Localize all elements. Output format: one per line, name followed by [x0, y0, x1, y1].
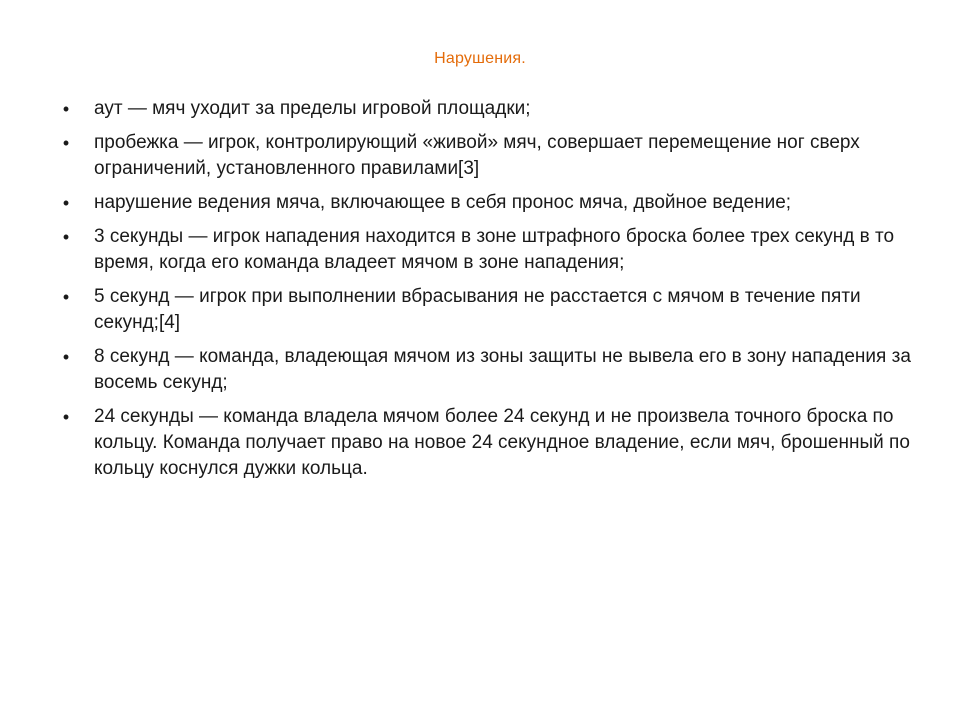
bullet-icon: •	[62, 287, 70, 307]
list-item	[56, 130, 916, 182]
bullet-icon: •	[62, 227, 70, 247]
list-item-text: 3 секунды — игрок нападения находится в зоне штрафного броска более трех секунд в то время, когда его команда владеет мячом в зоне нападения;	[94, 226, 895, 273]
bullet-icon: •	[62, 193, 70, 213]
list-item-text: нарушение ведения мяча, включающее в себя пронос мяча, двойное ведение;	[94, 192, 792, 213]
bullet-icon: •	[62, 99, 70, 119]
bullet-icon: •	[62, 407, 70, 427]
bullet-icon: •	[62, 347, 70, 367]
slide-title: Нарушения.	[434, 50, 526, 67]
list-item	[56, 404, 916, 482]
bullet-icon: •	[62, 133, 70, 153]
list-item	[56, 344, 916, 396]
list-item	[56, 224, 916, 276]
list-item	[56, 190, 916, 216]
list-item-text: 24 секунды — команда владела мячом более 24 секунд и не произвела точного броска по кольцу. Команда получает право на новое 24 секундное владение, если мяч, брошенный по кольцу коснулся дужки кольца.	[94, 406, 910, 479]
list-item	[56, 284, 916, 336]
list-item	[56, 96, 916, 122]
list-item-text: 5 секунд — игрок при выполнении вбрасывания не расстается с мячом в течение пяти секунд;[4]	[94, 286, 861, 333]
list-item-text: пробежка — игрок, контролирующий «живой» мяч, совершает перемещение ног сверх ограничений, установленного правилами[3]	[94, 132, 860, 179]
list-item-text: аут — мяч уходит за пределы игровой площадки;	[94, 98, 531, 119]
bullet-list	[56, 96, 916, 490]
list-item-text: 8 секунд — команда, владеющая мячом из зоны защиты не вывела его в зону нападения за восемь секунд;	[94, 346, 911, 393]
